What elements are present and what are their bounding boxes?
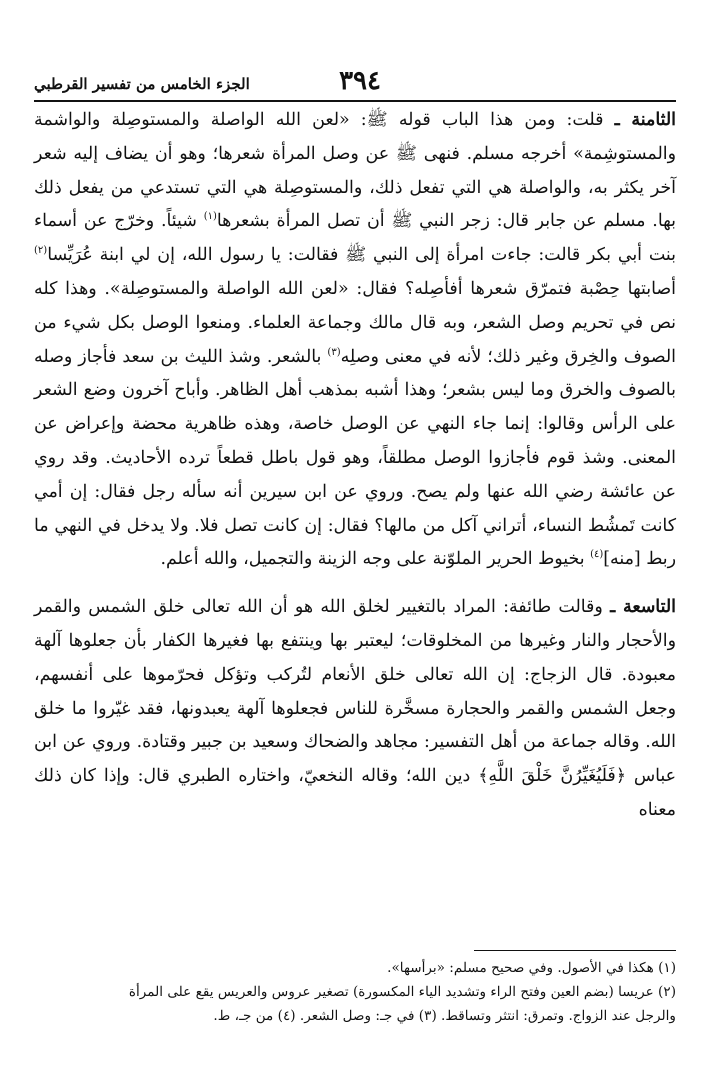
paragraph-text: قلت: ومن هذا الباب قوله ﷺ: «لعن الله الواصلة والمستوصِلة والواشمة والمستوشِمة» أخرجه مسلم. فنهى ﷺ عن وصل المرأة شعرها؛ وهو أن يضاف إليه شعر آخر يكثر به، والواصلة هي التي تفعل ذلك، والمستوصِلة هي التي تستدعي من يفعل ذلك بها. مسلم عن جابر قال: زجر النبي ﷺ أن تصل المرأة بشعرها [34,110,676,232]
running-title: الجزء الخامس من تفسير القرطبي [34,75,250,93]
paragraph-lead: التاسعة ـ [610,597,676,618]
paragraph-ninth [34,591,676,828]
footnote-marker: (٢) [34,245,48,257]
main-text [34,104,676,828]
footnote-line: (٢) عريسا (بضم العين وفتح الراء وتشديد الياء المكسورة) تصغير عروس والعريس يقع على المرأة [128,984,676,1000]
paragraph-text: بخيوط الحرير الملوّنة على وجه الزينة والتجميل، والله أعلم. [160,549,585,570]
footnote-line: (١) هكذا في الأصول. وفي صحيح مسلم: «برأسها». [387,960,676,976]
page-number: ٣٩٤ [339,66,381,96]
page-header [34,62,676,96]
footnotes [34,956,676,1028]
footnote-marker: (٣) [327,346,341,358]
footnote-line: والرجل عند الزواج. وتمرق: انتثر وتساقط. (٣) في جـ: وصل الشعر. (٤) من جـ، ط. [213,1008,676,1024]
paragraph-lead: الثامنة ـ [614,110,676,130]
footnote-divider [474,950,676,951]
paragraph-text: شيئاً. وخرّج عن أسماء بنت أبي بكر قالت: جاءت امرأة إلى النبي ﷺ فقالت: يا رسول الله، إن لي ابنة عُرَيِّسا [34,211,676,266]
paragraph-eighth [34,104,676,577]
footnote-marker: (١) [203,211,217,223]
header-divider [34,100,676,102]
footnote-marker: (٤) [590,549,604,561]
paragraph-text: أصابتها حِصْبة فتمرّق شعرها أفأصِله؟ فقال: «لعن الله الواصلة والمستوصِلة». وهذا كله نص في تحريم وصل الشعر، وبه قال مالك وجماعة العلماء. ومنعوا الوصل بكل شيء من الصوف والخِرق وغير ذلك؛ لأنه في معنى وصلِه [34,278,676,367]
paragraph-text: بالشعر. وشذ الليث بن سعد فأجاز وصله بالصوف والخرق وما ليس بشعر؛ وهذا أشبه بمذهب أهل الظاهر. وأباح آخرون وضع الشعر على الرأس وقالوا: إنما جاء النهي عن الوصل خاصة، وهذه ظاهرية محضة وإعراض عن المعنى. وشذ قوم فأجازوا الوصل مطلقاً، وهو قول باطل قطعاً ترده الأحاديث. وقد روي عن عائشة رضي الله عنها ولم يصح. وروي عن ابن سيرين أنه سأله رجل فقال: إن أمي كانت تَمشُط النساء، أتراني آكل من مالها؟ فقال: إن كانت تصل فلا. ولا يدخل في النهي ما ربط [منه] [34,346,676,570]
paragraph-text: وقالت طائفة: المراد بالتغيير لخلق الله هو أن الله تعالى خلق الشمس والقمر والأحجار والنار وغيرها من المخلوقات؛ ليعتبر بها وينتفع بها فغيرها الكفار بأن جعلوها آلهة معبودة. قال الزجاج: إن الله تعالى خلق الأنعام لتُركب وتؤكل فحرّموها على أنفسهم، وجعل الشمس والقمر والحجارة مسخَّرة للناس فجعلوها آلهة يعبدونها، فقد غيّروا ما خلق الله. وقاله جماعة من أهل التفسير: مجاهد والضحاك وسعيد بن جبير وقتادة. وروي عن ابن عباس ﴿فَلَيُغَيِّرُنَّ خَلْقَ اللَّهِ﴾ دين الله؛ وقاله النخعيّ، واختاره الطبري قال: وإذا كان ذلك معناه [34,597,676,820]
